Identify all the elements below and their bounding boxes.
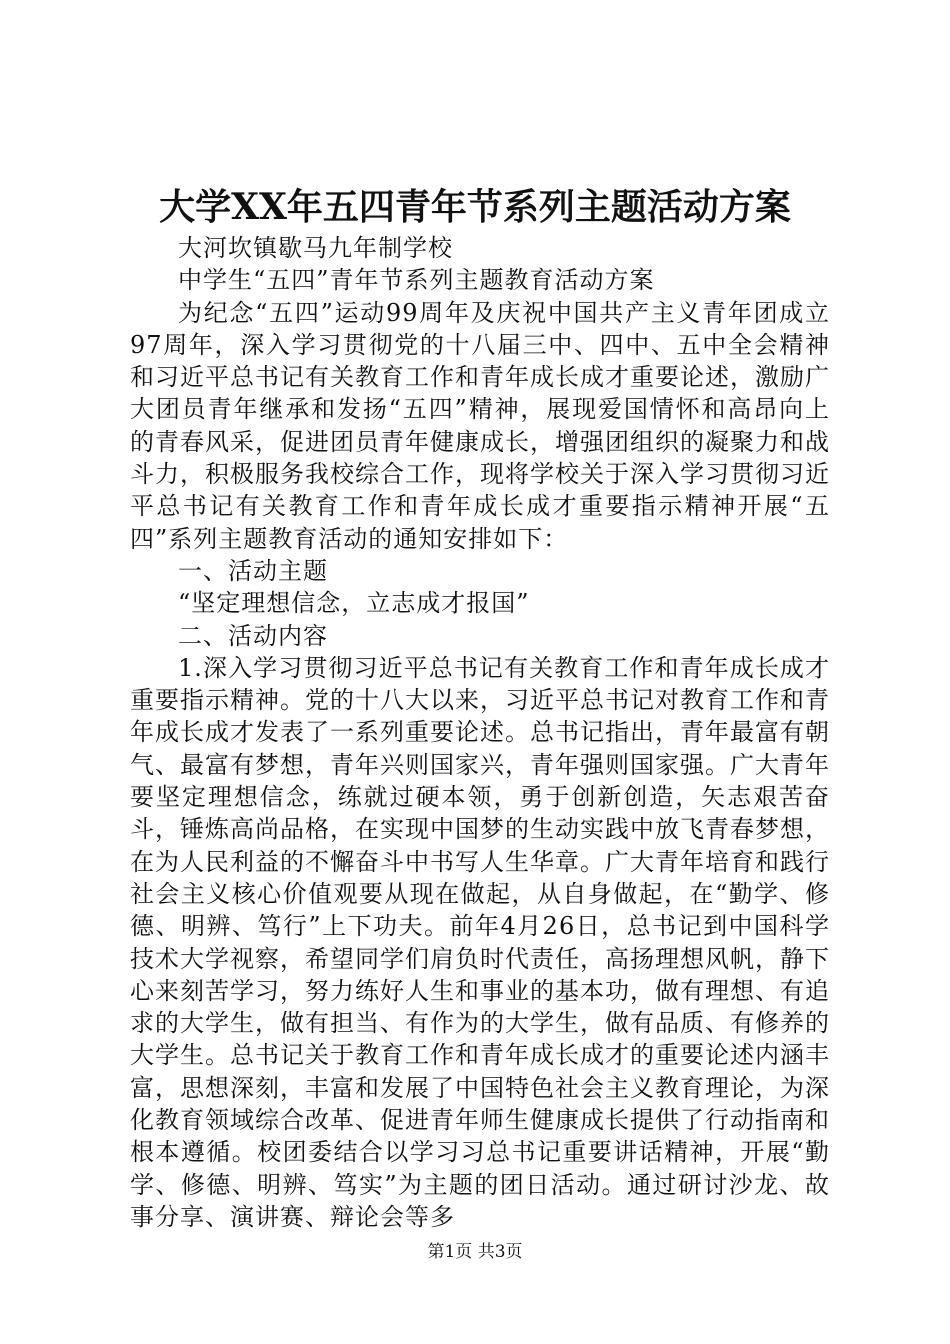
document-body — [130, 232, 830, 1233]
section1-heading: 一、活动主题 — [178, 556, 328, 585]
document-title: 大学XX年五四青年节系列主题活动方案 — [159, 186, 791, 228]
school-name: 大河坎镇歇马九年制学校 — [178, 234, 453, 262]
section2-heading: 二、活动内容 — [178, 621, 328, 650]
activity-theme: “坚定理想信念，立志成才报国” — [178, 589, 530, 618]
content-item-1: 1.深入学习贯彻习近平总书记有关教育工作和青年成长成才重要指示精神。党的十八大以来，习近平总书记对教育工作和青年成长成才发表了一系列重要论述。总书记指出，青年最富有朝气、最富有梦想，青年兴则国家兴，青年强则国家强。广大青年要坚定理想信念，练就过硬本领，勇于创新创造，矢志艰苦奋斗，锤炼高尚品格，在实现中国梦的生动实践中放飞青春梦想，在为人民利益的不懈奋斗中书写人生华章。广大青年培育和践行社会主义核心价值观要从现在做起，从自身做起，在“勤学、修德、明辨、笃行”上下功夫。前年4月26日，总书记到中国科学技术大学视察，希望同学们肩负时代责任，高扬理想风帆，静下心来刻苦学习，努力练好人生和事业的基本功，做有理想、有追求的大学生，做有担当、有作为的大学生，做有品质、有修养的大学生。总书记关于教育工作和青年成长成才的重要论述内涵丰富，思想深刻，丰富和发展了中国特色社会主义教育理论，为深化教育领域综合改革、促进青年师生健康成长提供了行动指南和根本遵循。校团委结合以学习习总书记重要讲话精神，开展“勤学、修德、明辨、笃实”为主题的团日活动。通过研讨沙龙、故事分享、演讲赛、辩论会等多 — [130, 653, 830, 1231]
page-footer: 第1页 共3页 — [427, 1242, 523, 1262]
intro-paragraph: 为纪念“五四”运动99周年及庆祝中国共产主义青年团成立97周年，深入学习贯彻党的十八届三中、四中、五中全会精神和习近平总书记有关教育工作和青年成长成才重要论述，激励广大团员青年继承和发扬“五四”精神，展现爱国情怀和高昂向上的青春风采，促进团员青年健康成长，增强团组织的凝聚力和战斗力，积极服务我校综合工作，现将学校关于深入学习贯彻习近平总书记有关教育工作和青年成长成才重要指示精神开展“五四”系列主题教育活动的通知安排如下： — [130, 298, 830, 553]
document-subtitle: 中学生“五四”青年节系列主题教育活动方案 — [178, 266, 655, 295]
